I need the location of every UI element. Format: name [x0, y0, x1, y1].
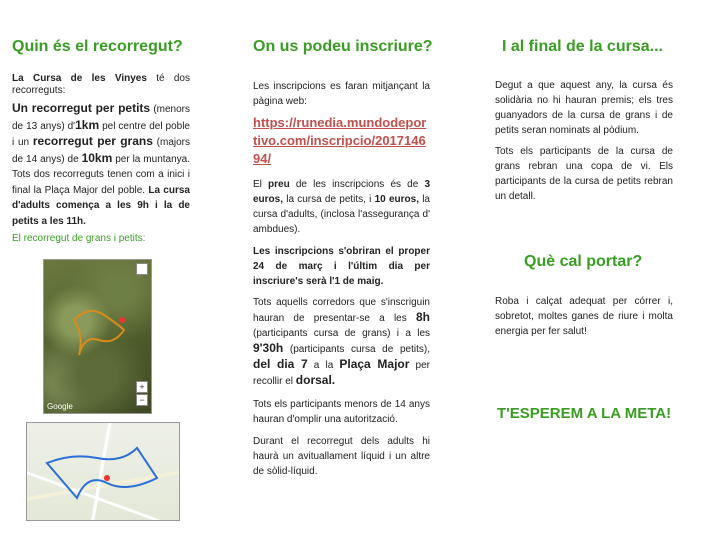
map-caption: El recorregut de grans i petits: [12, 233, 146, 244]
prizes-info: Degut a que aquest any, la cursa és solidària no hi hauran premis; els tres guanyadors de la cursa de grans i de petits seran nominats al pòdium. [495, 80, 673, 136]
route-description [12, 101, 190, 229]
fullscreen-icon[interactable] [136, 263, 148, 275]
pickup-text: (participants cursa de petits), [283, 344, 430, 355]
race-name: La Cursa de les Vinyes [12, 73, 147, 84]
bring-heading: Què cal portar? [524, 253, 643, 270]
route-intro [12, 73, 190, 97]
route-trace [44, 260, 151, 413]
closing-message: T'ESPEREM A LA META! [497, 405, 672, 422]
price-text: de les inscripcions és de [289, 179, 425, 190]
adults-pickup-time: 8h [415, 310, 430, 324]
bib-label: dorsal. [295, 373, 336, 387]
start-times: La cursa d'adults comença a les 9h i la de petits a les 11h. [12, 184, 190, 227]
price-label: preu [268, 179, 290, 190]
kids-pickup-time: 9'30h [253, 341, 284, 355]
registration-heading: On us podeu inscriure? [253, 38, 433, 55]
pickup-text: a la [307, 360, 340, 371]
route-text: (majors de 14 anys) de [12, 137, 190, 165]
kids-route-label: Un recorregut per petits [12, 101, 151, 115]
pickup-text: Tots aquells corredors que s'inscriguin hauran de presentar-se a les [253, 297, 430, 324]
start-marker [119, 317, 125, 323]
price-text: la cursa d'adults, (inclosa l'assegurança d' ambdues). [253, 194, 430, 235]
price-info [253, 177, 430, 237]
kids-route-trace [27, 423, 179, 520]
map-brand-logo: Google [47, 402, 73, 411]
registration-dates: Les inscripcions s'obriran el proper 24 de març i l'últim dia per inscriure's serà l'1 de maig. [253, 246, 430, 287]
adults-distance: 10km [81, 150, 113, 165]
pickup-text: per recollir el [253, 360, 430, 387]
route-text: (menors de 13 anys) d' [12, 104, 190, 132]
minors-authorization: Tots els participants menors de 14 anys hauran d'omplir una autorització. [253, 399, 430, 425]
kids-price: 3 euros, [253, 179, 430, 205]
gifts-info: Tots els participants de la cursa de grans rebran una copa de vi. Els participants de la cursa de petits rebran un detall. [495, 146, 673, 202]
refreshments-info: Durant el recorregut dels adults hi haurà un avituallament líquid i un altre de sòlid-líquid. [253, 436, 430, 477]
adults-route-label: recorregut per grans [32, 134, 153, 148]
pickup-day: del dia 7 [253, 357, 308, 371]
price-text: la cursa de petits, i [283, 194, 375, 205]
route-text: pel centre del poble i un [12, 120, 190, 148]
zoom-out-button[interactable]: − [136, 394, 148, 406]
route-heading: Quin és el recorregut? [12, 38, 183, 55]
adults-price: 10 euros, [374, 194, 419, 205]
bib-pickup-info [253, 295, 430, 389]
registration-link[interactable]: https://runedia.mundodeportivo.com/inscripcio/201714694/ [253, 115, 427, 166]
bring-info: Roba i calçat adequat per córrer i, sobretot, moltes ganes de riure i molta energia per fer salut! [495, 296, 673, 337]
satellite-map[interactable] [43, 259, 152, 414]
pickup-place: Plaça Major [339, 357, 410, 371]
price-text: El [253, 179, 269, 190]
kids-distance: 1km [75, 117, 100, 132]
square-marker [104, 475, 110, 481]
zoom-in-button[interactable]: + [136, 381, 148, 393]
intro-text: té dos recorreguts: [12, 73, 190, 96]
route-text: per la muntanya. Tots dos recorreguts tenen com a inici i final la Plaça Major del poble. [12, 153, 190, 196]
registration-intro: Les inscripcions es faran mitjançant la pàgina web: [253, 81, 430, 107]
finish-heading: I al final de la cursa... [502, 38, 663, 55]
street-map[interactable] [26, 422, 180, 521]
pickup-text: (participants cursa de grans) i a les [253, 328, 430, 339]
